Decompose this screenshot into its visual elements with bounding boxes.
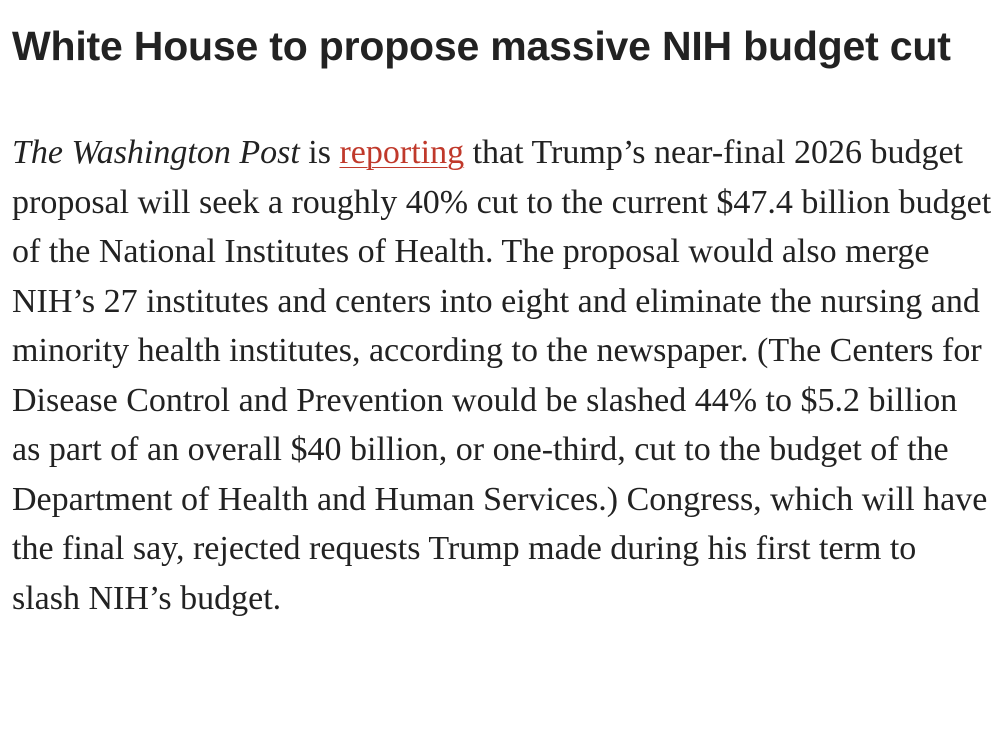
- reporting-link[interactable]: reporting: [339, 134, 465, 171]
- body-text-segment-1: is: [299, 134, 340, 171]
- source-name: The Washington Post: [12, 134, 300, 171]
- body-text-segment-2: that Trump’s near-final 2026 budget proposal will seek a roughly 40% cut to the current $47.4 billion budget of the National Institutes of Health. The proposal would also merge NIH’s 27 institutes and centers into eight and eliminate the nursing and minority health institutes, according to the newspaper. (The Centers for Disease Control and Prevention would be slashed 44% to $5.2 billion as part of an overall $40 billion, or one-third, cut to the budget of the Department of Health and Human Services.) Congress, which will have the final say, rejected requests Trump made during his first term to slash NIH’s budget.: [12, 134, 992, 617]
- article: [12, 0, 992, 623]
- article-body: [12, 128, 992, 623]
- headline: White House to propose massive NIH budget cut: [12, 23, 951, 69]
